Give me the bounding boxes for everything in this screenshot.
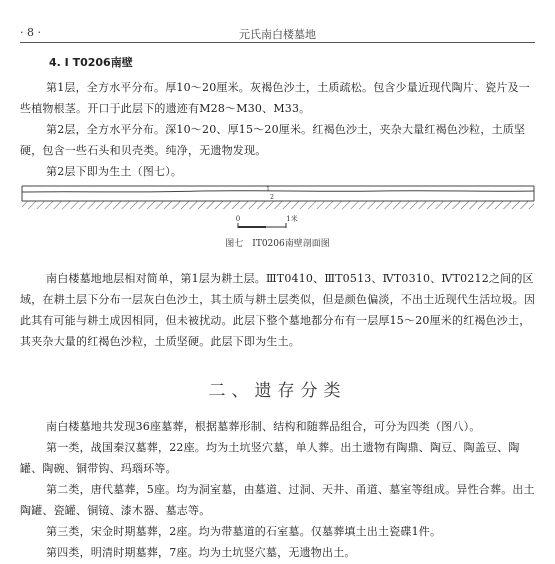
natural-soil-hatch <box>22 201 534 209</box>
paragraph-layer-1: 第1层，全方水平分布。厚10～20厘米。灰褐色沙土，土质疏松。包含少量近现代陶片、瓷片及一些植物根茎。开口于此层下的遗迹有M28～M30、M33。 <box>20 81 530 115</box>
paragraph-layer-note: 第2层下即为生土（图七）。 <box>46 165 183 178</box>
layer-label-2: 2 <box>270 194 274 201</box>
scale-bar <box>236 214 298 228</box>
running-title: 元氏南白楼墓地 <box>239 28 316 41</box>
paragraph-category-2: 第二类，唐代墓葬，5座。均为洞室墓，由墓道、过洞、天井、甬道、墓室等组成。异性合葬。出土陶罐、瓷罐、铜镜、漆木器、墓志等。 <box>20 483 535 517</box>
scale-label-zero: 0 <box>235 215 241 223</box>
paragraph-category-1: 第一类，战国秦汉墓葬，22座。均为土坑竖穴墓，单人葬。出土遗物有陶鼎、陶豆、陶盖豆、陶罐、陶碗、铜带钩、玛瑙环等。 <box>20 441 520 475</box>
chapter-title: 二、遗存分类 <box>208 381 347 401</box>
paragraph-classification-intro: 南白楼墓地共发现36座墓葬，根据墓葬形制、结构和随葬品组合，可分为四类（图八）。 <box>46 420 481 433</box>
layer-boundary-line <box>22 191 534 192</box>
paragraph-layer-2: 第2层，全方水平分布。深10～20、厚15～20厘米。红褐色沙土，夹杂大量红褐色沙粒，土质坚硬，包含一些石头和贝壳类。纯净，无遗物发现。 <box>20 123 526 157</box>
scale-label-one-meter: 1米 <box>286 215 298 223</box>
page-number: · 8 · <box>20 26 41 39</box>
page-header <box>20 0 535 43</box>
layer-label-1: 1 <box>266 186 270 193</box>
section-heading: 4. Ⅰ T0206南壁 <box>49 56 133 69</box>
figure-caption: 图七 ⅠT0206南壁剖面图 <box>225 239 330 249</box>
paragraph-category-3: 第三类，宋金时期墓葬，2座。均为带墓道的石室墓。仅墓葬填土出土瓷碟1件。 <box>46 525 442 538</box>
paragraph-category-4: 第四类，明清时期墓葬，7座。均为土坑竖穴墓，无遗物出土。 <box>46 546 356 559</box>
profile-drawing <box>20 183 536 243</box>
paragraph-stratigraphy-summary: 南白楼墓地地层相对简单，第1层为耕土层。ⅢT0410、ⅢT0513、ⅣT0310、ⅣT0212之间的区域，在耕土层下分布一层灰白色沙土，其土质与耕土层类似，但是颜色偏淡，不出土近现代生活垃圾。因此其有可能与耕土成因相同，但未被扰动。此层下整个墓地都分布有一层厚15～20厘米的红褐色沙土，其夹杂大量的红褐色沙粒，土质坚硬。此层下即为生土。 <box>20 272 536 348</box>
